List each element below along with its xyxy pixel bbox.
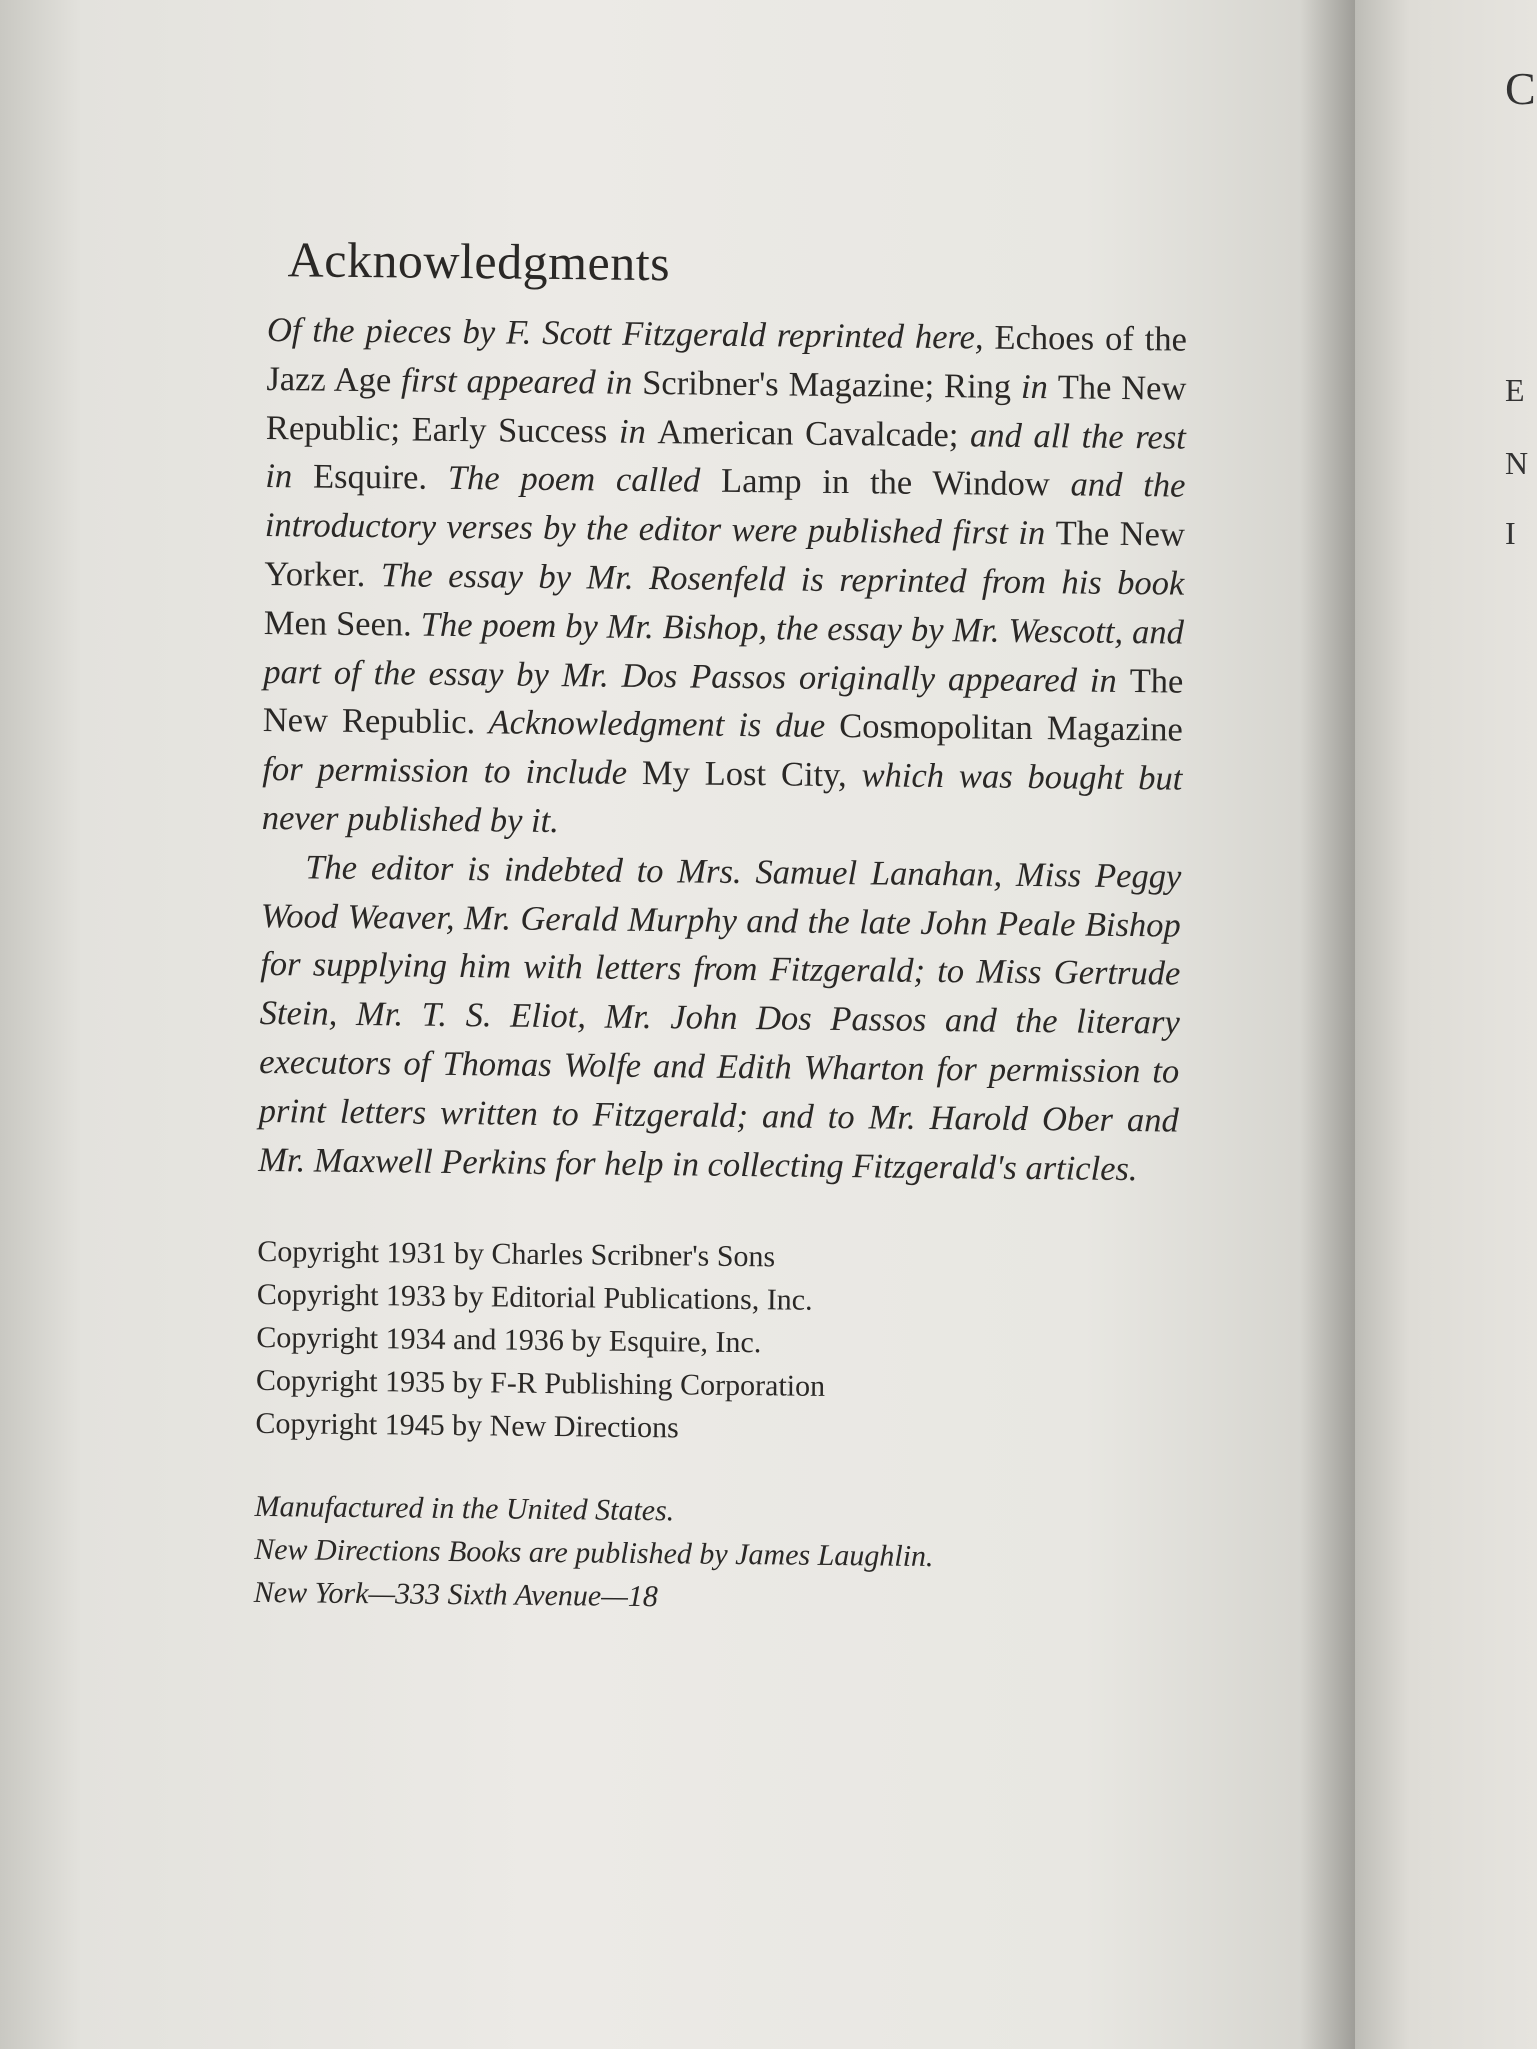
right-page-glyph-1: C	[1505, 63, 1536, 114]
paragraph-segment: Lamp in the Window	[720, 462, 1051, 504]
acknowledgments-paragraph-2: The editor is indebted to Mrs. Samuel Lanahan, Miss Peggy Wood Weaver, Mr. Gerald Murphy and the late John Peale Bishop for supplying him with letters from Fitzgerald; to Miss Gertrude Stein, Mr. T. S. Eliot, Mr. John Dos Passos and the literary executors of Thomas Wolfe and Edith Wharton for permission to print letters written to Fitzgerald; and to Mr. Harold Ober and Mr. Maxwell Perkins for help in collecting Fitzgerald's articles.	[258, 848, 1182, 1188]
paragraph-segment: The poem called	[426, 459, 722, 501]
paragraph-segment: The New Yorker.	[264, 514, 1186, 595]
colophon-line: Manufactured in the United States.	[254, 1490, 675, 1528]
colophon-line: New York—333 Sixth Avenue—18	[253, 1576, 659, 1614]
paragraph-segment: The New Republic.	[262, 661, 1184, 742]
paragraph-segment: Echoes of the Jazz Age	[266, 318, 1188, 400]
paragraph-segment: in	[1010, 367, 1058, 407]
paragraph-segment: Men Seen.	[263, 603, 412, 644]
paragraph-segment: which was bought but never published by it.	[261, 756, 1183, 841]
paragraph-segment: in	[607, 412, 658, 451]
paragraph-segment: and all the rest in	[265, 415, 1187, 496]
colophon	[254, 1485, 1175, 1624]
copyright-line: Copyright 1931 by Charles Scribner's Sons	[257, 1235, 776, 1274]
paragraph-segment: Cosmopolitan Magazine	[838, 707, 1184, 749]
paragraph-segment: My Lost City,	[641, 754, 847, 795]
paragraph-segment: Scribner's Magazine; Ring	[642, 363, 1012, 406]
right-page-glyph-3: N	[1505, 445, 1529, 481]
paragraph-segment: The New Republic; Early Success	[265, 368, 1187, 451]
paragraph-segment: The essay by Mr. Rosenfeld is reprinted from his book	[365, 556, 1185, 603]
copyright-notices	[255, 1230, 1177, 1455]
copyright-line: Copyright 1933 by Editorial Publications, Inc.	[256, 1278, 813, 1318]
page-title: Acknowledgments	[287, 231, 671, 292]
paragraph-segment: Acknowledgment is due	[475, 703, 840, 746]
paragraph-segment: for permission to include	[262, 750, 643, 793]
copyright-line: Copyright 1935 by F-R Publishing Corporation	[255, 1364, 826, 1404]
paragraph-segment: American Cavalcade;	[657, 412, 959, 454]
right-page-glyph-4: I	[1505, 515, 1516, 551]
acknowledgments-section	[254, 230, 1188, 1624]
colophon-line: New Directions Books are published by James Laughlin.	[254, 1533, 934, 1574]
copyright-line: Copyright 1945 by New Directions	[255, 1407, 679, 1445]
right-page	[1355, 0, 1537, 2049]
copyright-line: Copyright 1934 and 1936 by Esquire, Inc.	[256, 1321, 762, 1360]
paragraph-segment: Esquire.	[312, 457, 428, 498]
paragraph-segment: and the introductory verses by the editor were published first in	[264, 465, 1186, 553]
paragraph-segment: The poem by Mr. Bishop, the essay by Mr. Wescott, and part of the essay by Mr. Dos Passos originally appeared in	[263, 605, 1185, 700]
acknowledgments-paragraph-1	[262, 306, 1188, 852]
paragraph-segment: first appeared in	[391, 361, 643, 402]
paragraph-segment: Of the pieces by F. Scott Fitzgerald reprinted here,	[266, 310, 995, 357]
right-page-glyph-2: E	[1505, 372, 1525, 408]
